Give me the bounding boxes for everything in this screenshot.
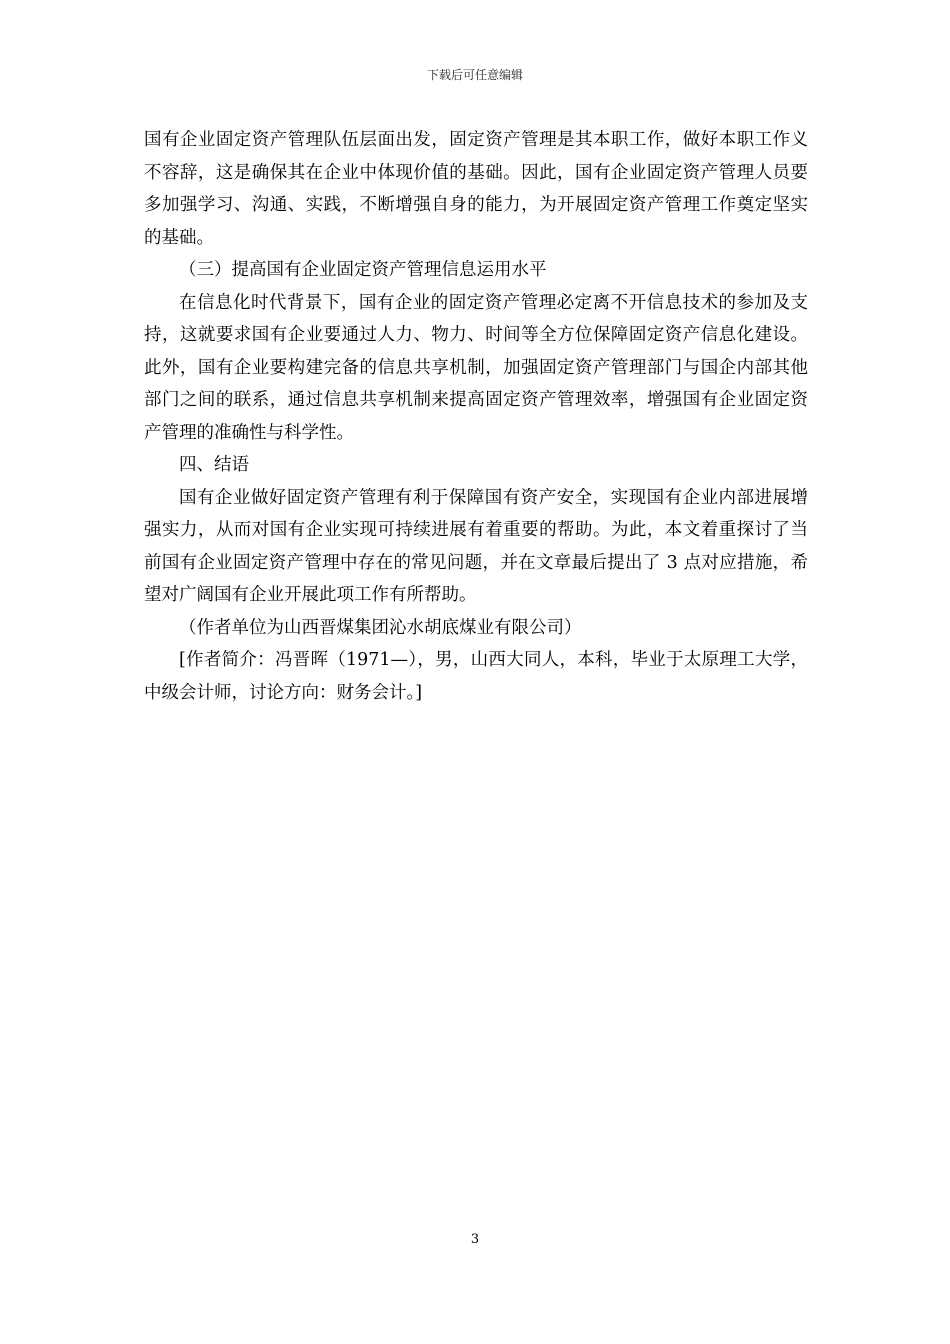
paragraph-information: 在信息化时代背景下，国有企业的固定资产管理必定离不开信息技术的参加及支持，这就要求国有企业要通过人力、物力、时间等全方位保障固定资产信息化建设。此外，国有企业要构建完备的信息共享机制，加强固定资产管理部门与国企内部其他部门之间的联系，通过信息共享机制来提高固定资产管理效率，增强国有企业固定资产管理的准确性与科学性。	[144, 292, 808, 443]
section-heading-3: （三）提高国有企业固定资产管理信息运用水平	[179, 260, 547, 280]
author-bio: [作者简介：冯晋晖（1971—），男，山西大同人，本科，毕业于太原理工大学，中级会计师，讨论方向：财务会计。]	[144, 650, 808, 703]
paragraph-conclusion: 国有企业做好固定资产管理有利于保障国有资产安全，实现国有企业内部进展增强实力，从而对国有企业实现可持续进展有着重要的帮助。为此，本文着重探讨了当前国有企业固定资产管理中存在的常见问题，并在文章最后提出了 3 点对应措施，希望对广阔国有企业开展此项工作有所帮助。	[144, 487, 808, 605]
paragraph-continuation: 国有企业固定资产管理队伍层面出发，固定资产管理是其本职工作，做好本职工作义不容辞，这是确保其在企业中体现价值的基础。因此，国有企业固定资产管理人员要多加强学习、沟通、实践，不断增强自身的能力，为开展固定资产管理工作奠定坚实的基础。	[144, 130, 808, 248]
page-number: 3	[470, 1232, 480, 1247]
section-heading-conclusion: 四、结语	[179, 455, 249, 475]
author-affiliation: （作者单位为山西晋煤集团沁水胡底煤业有限公司）	[179, 617, 582, 638]
header-note: 下载后可任意编辑	[426, 68, 523, 82]
document-body	[144, 124, 808, 709]
